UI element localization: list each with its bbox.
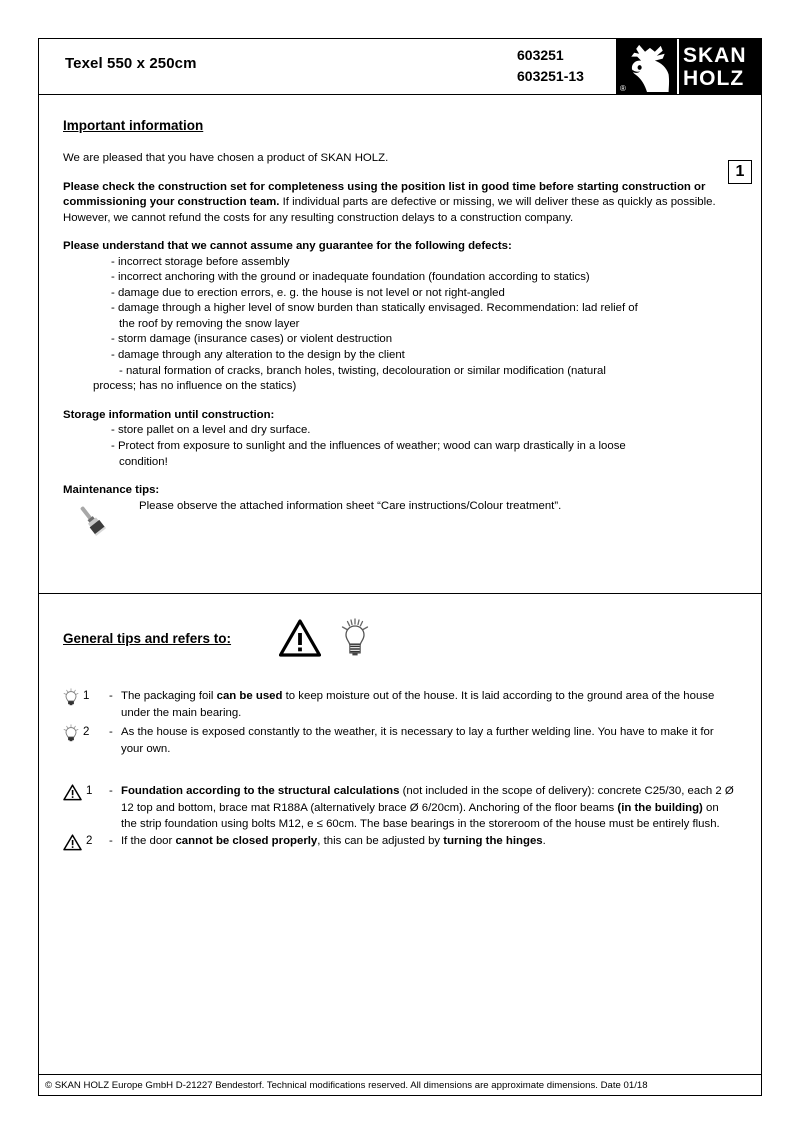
storage-list	[63, 423, 737, 470]
logo-wordmark	[677, 39, 761, 94]
warning-triangle-icon	[63, 834, 82, 851]
general-tips-heading: General tips and refers to:	[63, 630, 232, 646]
tip-number: 1	[83, 690, 90, 702]
tip-marker	[63, 724, 109, 742]
intro-paragraph: We are pleased that you have chosen a product of SKAN HOLZ.	[63, 152, 389, 164]
general-tips-icons	[279, 618, 369, 658]
page-number-badge: 1	[728, 160, 752, 184]
logo-word-holz: HOLZ	[683, 66, 745, 90]
tip-text-bold-2: cannot be closed properly	[175, 834, 318, 847]
tip-dash: -	[109, 690, 113, 702]
tip-text-bold: can be used	[216, 690, 283, 702]
maintenance-text: Please observe the attached information sheet “Care instructions/Colour treatment”.	[139, 499, 562, 512]
storage-heading	[63, 408, 737, 424]
tip-dash: -	[109, 726, 113, 738]
list-item: the roof by removing the snow layer	[119, 317, 300, 330]
list-item: - damage through a higher level of snow burden than statically envisaged. Recommendation: lad relief of	[111, 302, 638, 315]
tip-text-bold-2: (in the building)	[617, 801, 703, 814]
list-item: - incorrect anchoring with the ground or inadequate foundation (foundation according to statics)	[111, 271, 590, 284]
maintenance-heading	[63, 483, 737, 499]
check-paragraph-bold: Please check the construction set for completeness using the position list in good time before starting construction or commissioning your construction team.	[63, 180, 706, 208]
tip-number: 2	[83, 726, 90, 738]
document-page	[38, 38, 762, 1096]
list-item	[63, 833, 737, 851]
tip-text-mid-2: on the strip foundation using bolts M12, e ≤ 60cm. The base bearings in the storeroom of the house must be entirely flush.	[121, 801, 720, 830]
defects-heading	[63, 239, 737, 255]
tip-text-before: The packaging foil	[121, 690, 217, 702]
lightbulb-icon	[63, 724, 79, 742]
tip-paragraph	[121, 783, 737, 833]
warning-triangle-icon	[279, 619, 321, 657]
tip-text-bold-3: turning the hinges	[443, 834, 543, 847]
tip-dash: -	[109, 834, 113, 847]
check-paragraph-rest: If individual parts are defective or missing, we will deliver these as quickly as possible. However, we cannot refund the costs for any resulting construction delays to a construction company.	[63, 196, 716, 224]
tip-text	[121, 688, 737, 721]
list-item: - incorrect storage before assembly	[111, 255, 290, 268]
tip-text	[121, 783, 737, 833]
paintbrush-icon	[71, 501, 115, 541]
page-title: Texel 550 x 250cm	[65, 55, 197, 72]
general-tips-section	[39, 594, 761, 1062]
lightbulb-icon	[341, 618, 369, 658]
product-codes	[517, 45, 584, 87]
general-tips-header-row	[63, 618, 737, 658]
bulb-tips-list	[63, 688, 737, 757]
logo-word-skan: SKAN	[683, 43, 747, 67]
tip-paragraph	[121, 833, 737, 850]
maintenance-row	[63, 499, 737, 541]
product-code-secondary: 603251-13	[517, 68, 584, 84]
tip-text-mid-3: .	[542, 834, 546, 847]
list-item: - damage due to erection errors, e. g. the house is not level or not right-angled	[111, 286, 505, 299]
moose-head-icon	[617, 39, 677, 94]
list-item: - storm damage (insurance cases) or violent destruction	[111, 333, 393, 346]
tip-marker	[63, 833, 109, 851]
lightbulb-icon	[63, 688, 79, 706]
check-paragraph	[63, 180, 737, 227]
list-item: - damage through any alteration to the design by the client	[111, 349, 405, 362]
warning-triangle-icon	[63, 784, 82, 801]
list-item	[63, 688, 737, 721]
tip-paragraph	[121, 688, 737, 721]
tip-text	[121, 724, 737, 757]
tip-text-after: to keep moisture out of the house. It is laid according to the ground area of the house under the main bearing.	[121, 690, 715, 719]
tip-number: 2	[86, 834, 93, 847]
list-item: condition!	[119, 455, 168, 468]
list-item	[63, 724, 737, 757]
document-footer	[38, 1074, 762, 1096]
tip-text-mid-1: If the door	[121, 834, 176, 847]
tip-dash: -	[109, 785, 113, 797]
spacer	[63, 470, 737, 483]
list-item: - Protect from exposure to sunlight and the influences of weather; wood can warp drastically in a loose	[111, 439, 626, 452]
list-item: process; has no influence on the statics)	[93, 380, 297, 393]
tip-number: 1	[86, 785, 93, 797]
defects-list	[63, 255, 737, 395]
list-item: - store pallet on a level and dry surface.	[111, 424, 311, 437]
tip-text	[121, 833, 737, 850]
list-item: - natural formation of cracks, branch holes, twisting, decolouration or similar modification (natural	[119, 364, 606, 377]
registered-trademark-symbol: ®	[620, 84, 626, 93]
product-code-primary: 603251	[517, 47, 564, 63]
important-information-heading: Important information	[63, 118, 204, 133]
defects-heading-text: Please understand that we cannot assume any guarantee for the following defects:	[63, 240, 512, 252]
tip-text-bold-1: Foundation according to the structural calculations	[121, 785, 400, 797]
document-header	[39, 39, 761, 95]
tip-paragraph: As the house is exposed constantly to the weather, it is necessary to lay a further welding line. You have to make it for your own.	[121, 726, 714, 755]
storage-heading-text: Storage information until construction:	[63, 408, 275, 421]
footer-text: © SKAN HOLZ Europe GmbH D-21227 Bendestorf. Technical modifications reserved. All dimensions are approximate dimensions. Date 01/18	[45, 1079, 648, 1091]
tip-text-mid-1: (not included in the scope of delivery): concrete C25/30, each 2 Ø 12 top and bottom, brace mat R188A (alternatively brace Ø 6/20cm). Anchoring of the floor beams	[121, 785, 734, 814]
tip-text-mid-2: , this can be adjusted by	[317, 834, 444, 847]
tip-marker	[63, 688, 109, 706]
warning-tips-list	[63, 783, 737, 851]
list-item	[63, 783, 737, 833]
spacer	[63, 757, 737, 783]
spacer	[63, 395, 737, 408]
skan-holz-logo	[616, 38, 762, 95]
important-information-section	[39, 95, 761, 594]
important-information-body	[63, 151, 737, 541]
tip-marker	[63, 783, 109, 801]
maintenance-heading-text: Maintenance tips:	[63, 484, 160, 497]
